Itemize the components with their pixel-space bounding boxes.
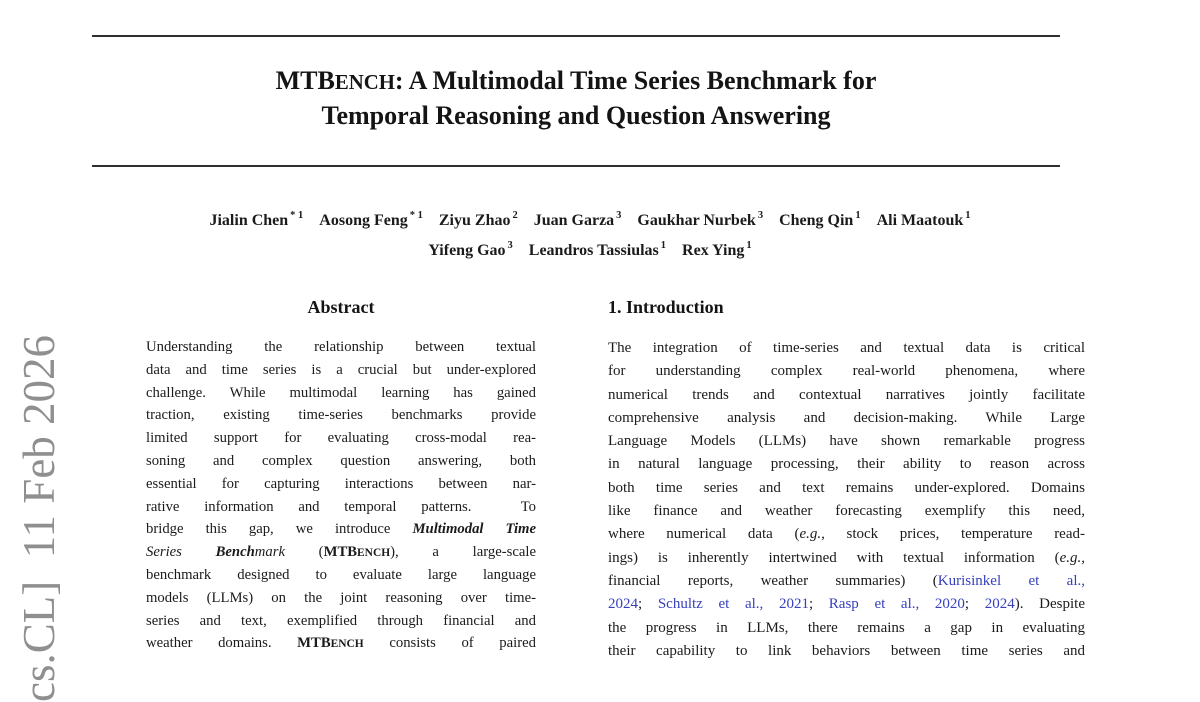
title-rule-top [92, 35, 1060, 37]
text-segment: MTB [323, 544, 358, 561]
text-segment: ENCH [334, 71, 395, 94]
text-line [608, 453, 1085, 476]
text-segment: ), a large-scale [390, 544, 536, 561]
author-superscript: 2 [512, 210, 518, 221]
text-line [146, 610, 536, 633]
text-line [146, 427, 536, 450]
author-name-text: Jialin Chen [209, 212, 289, 229]
author-superscript: * 1 [290, 210, 304, 221]
text-segment: mark [254, 544, 285, 561]
abstract-heading: Abstract [307, 297, 375, 317]
text-segment: consists of paired [363, 635, 536, 652]
text-segment: Understanding the relationship between textual [146, 339, 536, 355]
text-line [608, 477, 1085, 500]
author-block [60, 204, 1120, 263]
author-name [209, 212, 303, 229]
text-line [608, 430, 1085, 453]
text-segment: essential for capturing interactions between nar- [146, 475, 536, 492]
citation-link[interactable]: Schultz et al., 2021 [657, 596, 809, 613]
author-name-text: Rex Ying [682, 241, 745, 259]
author-superscript: 1 [746, 239, 752, 251]
text-line [608, 570, 1085, 593]
text-segment: MTB [275, 66, 335, 95]
author-name-text: Gaukhar Nurbek [637, 212, 756, 229]
text-segment: data and time series is a crucial but under-explored [146, 361, 536, 378]
text-line [608, 407, 1085, 430]
title-rule-bottom [92, 165, 1060, 167]
text-line [146, 564, 536, 587]
text-segment: stock prices, temperature read- [824, 526, 1085, 543]
text-segment: soning and complex question answering, both [146, 452, 536, 469]
text-segment: for understanding complex real-world phenomena, where [608, 363, 1085, 380]
author-name [439, 212, 518, 229]
text-line [146, 541, 536, 564]
text-segment: where numerical data ( [608, 526, 800, 543]
author-row [60, 234, 1120, 264]
text-segment: ENCH [357, 547, 391, 560]
text-segment: : A Multimodal Time Series Benchmark for [394, 66, 877, 95]
text-segment: Series [146, 544, 216, 561]
author-superscript: 1 [965, 210, 971, 221]
text-segment: series and text, exemplified through financial and [146, 612, 536, 629]
text-segment: weather domains. [146, 635, 298, 652]
text-line [608, 337, 1085, 360]
text-line [146, 336, 536, 359]
citation-link[interactable]: 2024 [608, 596, 638, 613]
text-line [146, 473, 536, 496]
text-segment: in natural language processing, their ability to reason across [608, 456, 1085, 473]
text-segment: The integration of time-series and textual data is critical [608, 340, 1085, 356]
text-segment: comprehensive analysis and decision-making. While Large [608, 409, 1085, 426]
text-segment: models (LLMs) on the joint reasoning over time- [146, 589, 536, 606]
citation-link[interactable]: Rasp et al., 2020 [828, 596, 965, 613]
citation-link[interactable]: Kurisinkel et al., [937, 572, 1085, 589]
text-line [146, 632, 536, 655]
author-name [877, 212, 971, 229]
author-name-text: Ziyu Zhao [438, 212, 511, 229]
author-name-text: Juan Garza [533, 212, 615, 229]
author-name [534, 212, 622, 229]
text-segment: Language Models (LLMs) have shown remarkable progress [608, 433, 1085, 450]
author-superscript: 3 [757, 210, 764, 221]
text-line [146, 359, 536, 382]
text-line [608, 617, 1085, 640]
abstract-body [146, 336, 536, 655]
text-segment: ). Despite [1014, 596, 1085, 613]
author-superscript: 3 [507, 239, 513, 251]
citation-link[interactable]: 2024 [984, 596, 1015, 613]
text-line [608, 547, 1085, 570]
title-line-2: Temporal Reasoning and Question Answering [321, 101, 831, 130]
text-segment: benchmark designed to evaluate large language [146, 566, 536, 583]
right-column [608, 296, 1085, 663]
author-name-text: Cheng Qin [779, 212, 854, 229]
author-row [60, 204, 1120, 234]
text-line [608, 500, 1085, 523]
text-segment: traction, existing time-series benchmarks provide [146, 407, 536, 424]
introduction-body [608, 337, 1085, 663]
text-line [146, 382, 536, 405]
text-line [146, 450, 536, 473]
text-segment: ; [964, 596, 985, 613]
text-segment: e.g., [799, 526, 825, 543]
text-segment: rative information and temporal patterns. To [146, 498, 536, 515]
text-segment: financial reports, weather summaries) ( [608, 572, 938, 589]
text-segment: bridge this gap, we introduce [146, 521, 413, 538]
text-segment: MTB [297, 635, 331, 652]
text-line [146, 404, 536, 427]
author-name [319, 212, 423, 229]
author-superscript: * 1 [409, 210, 423, 221]
paper-title [92, 64, 1060, 132]
author-name-text: Yifeng Gao [428, 241, 506, 259]
author-name [682, 239, 752, 259]
text-line [146, 518, 536, 541]
text-line [146, 587, 536, 610]
text-segment: their capability to link behaviors between time series and [608, 642, 1085, 659]
text-segment: ( [284, 544, 324, 561]
author-name-text: Aosong Feng [319, 212, 408, 229]
text-segment: ; [638, 596, 658, 613]
arxiv-watermark: cs.CL] 11 Feb 2026 [14, 334, 64, 702]
text-segment: both time series and text remains under-explored. Domains [608, 479, 1085, 496]
text-segment: the progress in LLMs, there remains a gap in evaluating [608, 619, 1085, 636]
text-line [608, 360, 1085, 383]
author-name-text: Leandros Tassiulas [528, 241, 659, 259]
introduction-heading: 1. Introduction [608, 297, 724, 317]
left-column [146, 296, 536, 655]
text-segment: Bench [215, 544, 255, 561]
text-segment: challenge. While multimodal learning has gained [146, 384, 536, 401]
text-segment: Multimodal Time [412, 521, 536, 538]
author-name-text: Ali Maatouk [876, 212, 964, 229]
text-line [608, 384, 1085, 407]
author-name [779, 212, 861, 229]
text-segment: limited support for evaluating cross-modal rea- [146, 430, 536, 447]
text-segment: numerical trends and contextual narratives jointly facilitate [608, 386, 1085, 403]
text-segment: ENCH [330, 638, 364, 651]
author-superscript: 1 [855, 210, 861, 221]
text-line [608, 523, 1085, 546]
text-line [146, 496, 536, 519]
author-name [637, 212, 763, 229]
text-line [608, 593, 1085, 616]
author-superscript: 1 [660, 239, 667, 251]
text-segment: like finance and weather forecasting exemplify this need, [608, 503, 1085, 520]
text-segment: ings) is inherently intertwined with textual information ( [608, 549, 1060, 566]
text-line [608, 640, 1085, 663]
text-segment: ; [808, 596, 829, 613]
author-superscript: 3 [616, 210, 622, 221]
text-segment: e.g., [1059, 549, 1085, 566]
title-line-1 [92, 64, 1060, 99]
author-name [428, 239, 513, 259]
author-name [528, 239, 667, 259]
